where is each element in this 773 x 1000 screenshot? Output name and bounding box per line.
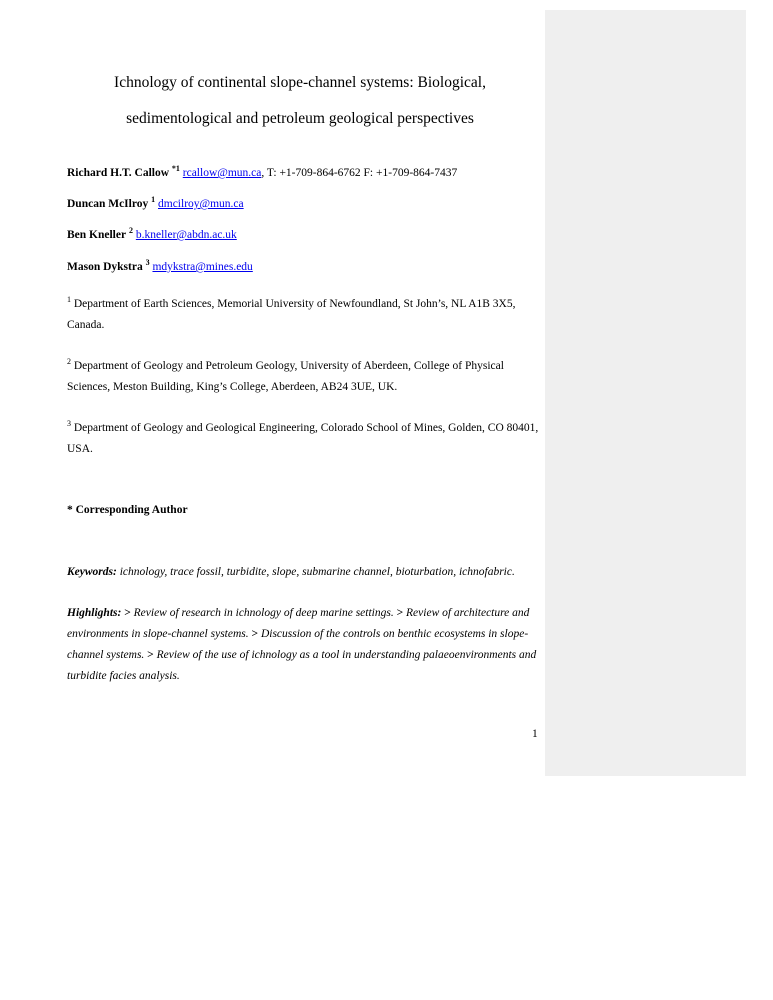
affiliation-marker: 1 bbox=[67, 295, 71, 305]
page-number: 1 bbox=[532, 728, 538, 740]
highlight-marker: > bbox=[248, 628, 261, 640]
author-marker: 2 bbox=[128, 226, 133, 236]
author-line-4 bbox=[67, 258, 253, 273]
author-marker: 1 bbox=[151, 195, 156, 205]
author-marker: 3 bbox=[145, 258, 150, 268]
highlight-text: Discussion of the controls on benthic ecosystems in slope-channel systems. bbox=[67, 628, 529, 661]
author-email-link[interactable]: dmcilroy@mun.ca bbox=[158, 198, 244, 210]
author-line-2 bbox=[67, 195, 244, 210]
highlights bbox=[67, 603, 542, 687]
highlight-text: Review of architecture and environments in slope-channel systems. bbox=[67, 607, 530, 640]
highlight-marker: > bbox=[393, 607, 407, 619]
author-email-link[interactable]: rcallow@mun.ca bbox=[182, 167, 262, 179]
title-line-2: sedimentological and petroleum geological perspectives bbox=[126, 110, 474, 127]
corresponding-author: * Corresponding Author bbox=[67, 504, 188, 516]
author-name: Mason Dykstra bbox=[67, 261, 143, 273]
highlight-text: Review of research in ichnology of deep marine settings. bbox=[133, 607, 394, 619]
keywords-label: Keywords: bbox=[67, 566, 117, 578]
affiliation-text: Department of Geology and Geological Engineering, Colorado School of Mines, Golden, CO 80401, USA. bbox=[67, 422, 539, 455]
affiliation-2 bbox=[67, 356, 542, 398]
author-name: Richard H.T. Callow bbox=[67, 167, 170, 179]
author-name: Duncan McIlroy bbox=[67, 198, 149, 210]
comment-pane bbox=[545, 10, 746, 776]
affiliation-1 bbox=[67, 294, 542, 336]
author-contact: , T: +1-709-864-6762 F: +1-709-864-7437 bbox=[261, 167, 458, 179]
highlight-marker: > bbox=[144, 649, 157, 661]
affiliation-3 bbox=[67, 418, 542, 460]
keywords bbox=[67, 562, 542, 583]
affiliation-text: Department of Geology and Petroleum Geology, University of Aberdeen, College of Physical Sciences, Meston Building, King’s College, Aberdeen, AB24 3UE, UK. bbox=[67, 360, 504, 393]
keywords-text: ichnology, trace fossil, turbidite, slope, submarine channel, bioturbation, ichnofabric. bbox=[116, 566, 515, 578]
title-line-1: Ichnology of continental slope-channel systems: Biological, bbox=[114, 74, 486, 91]
highlight-marker: > bbox=[121, 607, 134, 619]
author-line-1 bbox=[67, 164, 458, 179]
author-line-3 bbox=[67, 226, 237, 241]
author-name: Ben Kneller bbox=[67, 229, 127, 241]
author-email-link[interactable]: b.kneller@abdn.ac.uk bbox=[135, 229, 237, 241]
author-marker: *1 bbox=[171, 164, 180, 174]
affiliation-marker: 3 bbox=[67, 419, 71, 429]
author-email-link[interactable]: mdykstra@mines.edu bbox=[152, 261, 253, 273]
affiliation-marker: 2 bbox=[67, 357, 71, 367]
highlight-text: Review of the use of ichnology as a tool in understanding palaeoenvironments and turbidite facies analysis. bbox=[67, 649, 537, 682]
affiliation-text: Department of Earth Sciences, Memorial University of Newfoundland, St John’s, NL A1B 3X5, Canada. bbox=[67, 298, 516, 331]
highlights-label: Highlights: bbox=[67, 607, 122, 619]
